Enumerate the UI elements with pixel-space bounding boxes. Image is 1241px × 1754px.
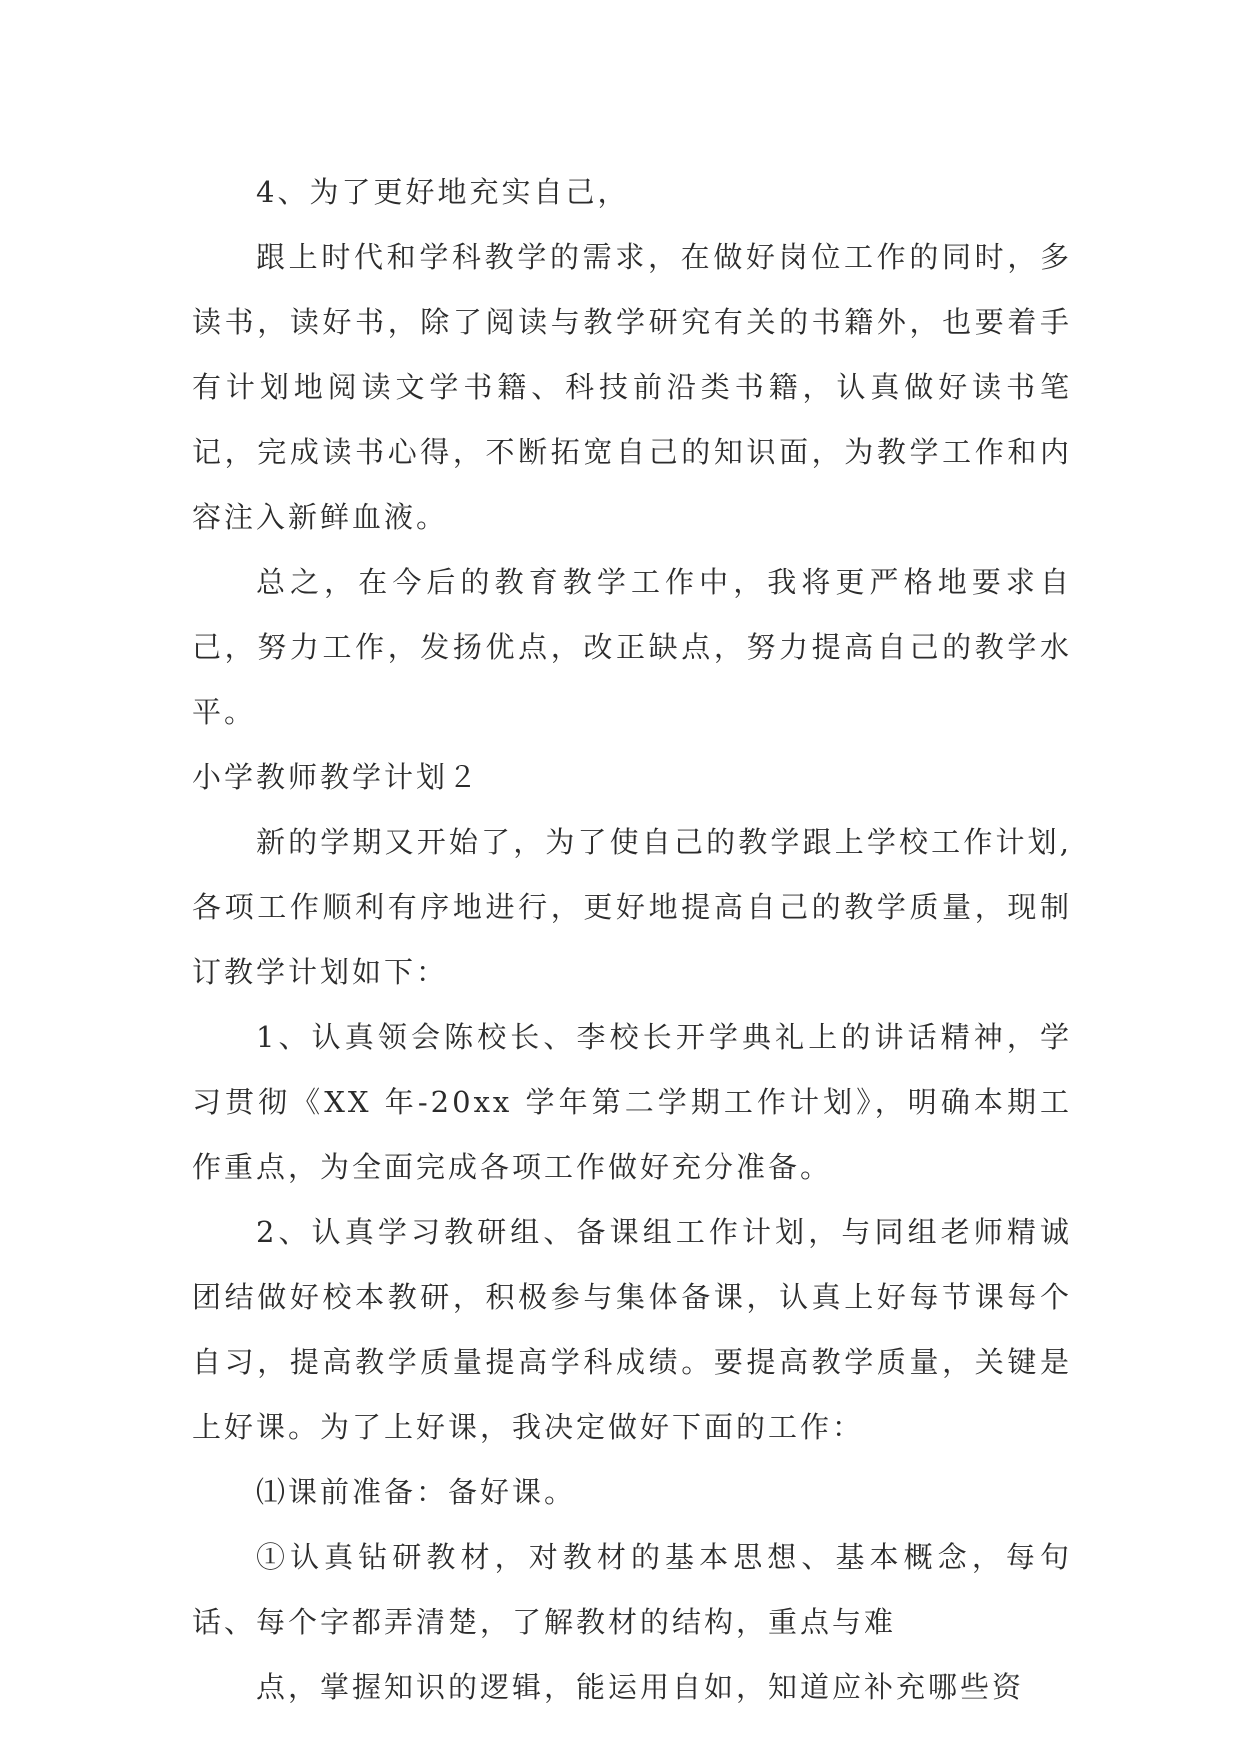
paragraph-item-4: 4、为了更好地充实自己， [256, 175, 630, 209]
paragraph-reading-plan: 跟上时代和学科教学的需求，在做好岗位工作的同时，多读书，读好书，除了阅读与教学研究有关的书籍外，也要着手有计划地阅读文学书籍、科技前沿类书籍，认真做好读书笔记，完成读书心得，不断拓宽自己的知识面，为教学工作和内容注入新鲜血液。 [192, 240, 1072, 534]
paragraph-item-1: 1、认真领会陈校长、李校长开学典礼上的讲话精神，学习贯彻《XX 年-20xx 学年第二学期工作计划》，明确本期工作重点，为全面完成各项工作做好充分准备。 [192, 1020, 1072, 1184]
paragraph-intro: 新的学期又开始了，为了使自己的教学跟上学校工作计划,各项工作顺利有序地进行，更好地提高自己的教学质量，现制订教学计划如下： [192, 825, 1072, 989]
section-title: 小学教师教学计划２ [192, 760, 481, 794]
paragraph-item-2: 2、认真学习教研组、备课组工作计划，与同组老师精诚团结做好校本教研，积极参与集体备课，认真上好每节课每个自习，提高教学质量提高学科成绩。要提高教学质量，关键是上好课。为了上好课，我决定做好下面的工作： [192, 1215, 1072, 1444]
paragraph-subitem-1: ⑴课前准备：备好课。 [256, 1475, 577, 1509]
paragraph-subitem-circled-1: ①认真钻研教材，对教材的基本思想、基本概念，每句话、每个字都弄清楚，了解教材的结构，重点与难 [192, 1540, 1072, 1639]
paragraph-continuation: 点，掌握知识的逻辑，能运用自如，知道应补充哪些资 [256, 1670, 1025, 1704]
document-body [192, 160, 1072, 1720]
paragraph-summary: 总之，在今后的教育教学工作中，我将更严格地要求自己，努力工作，发扬优点，改正缺点，努力提高自己的教学水平。 [192, 565, 1072, 729]
